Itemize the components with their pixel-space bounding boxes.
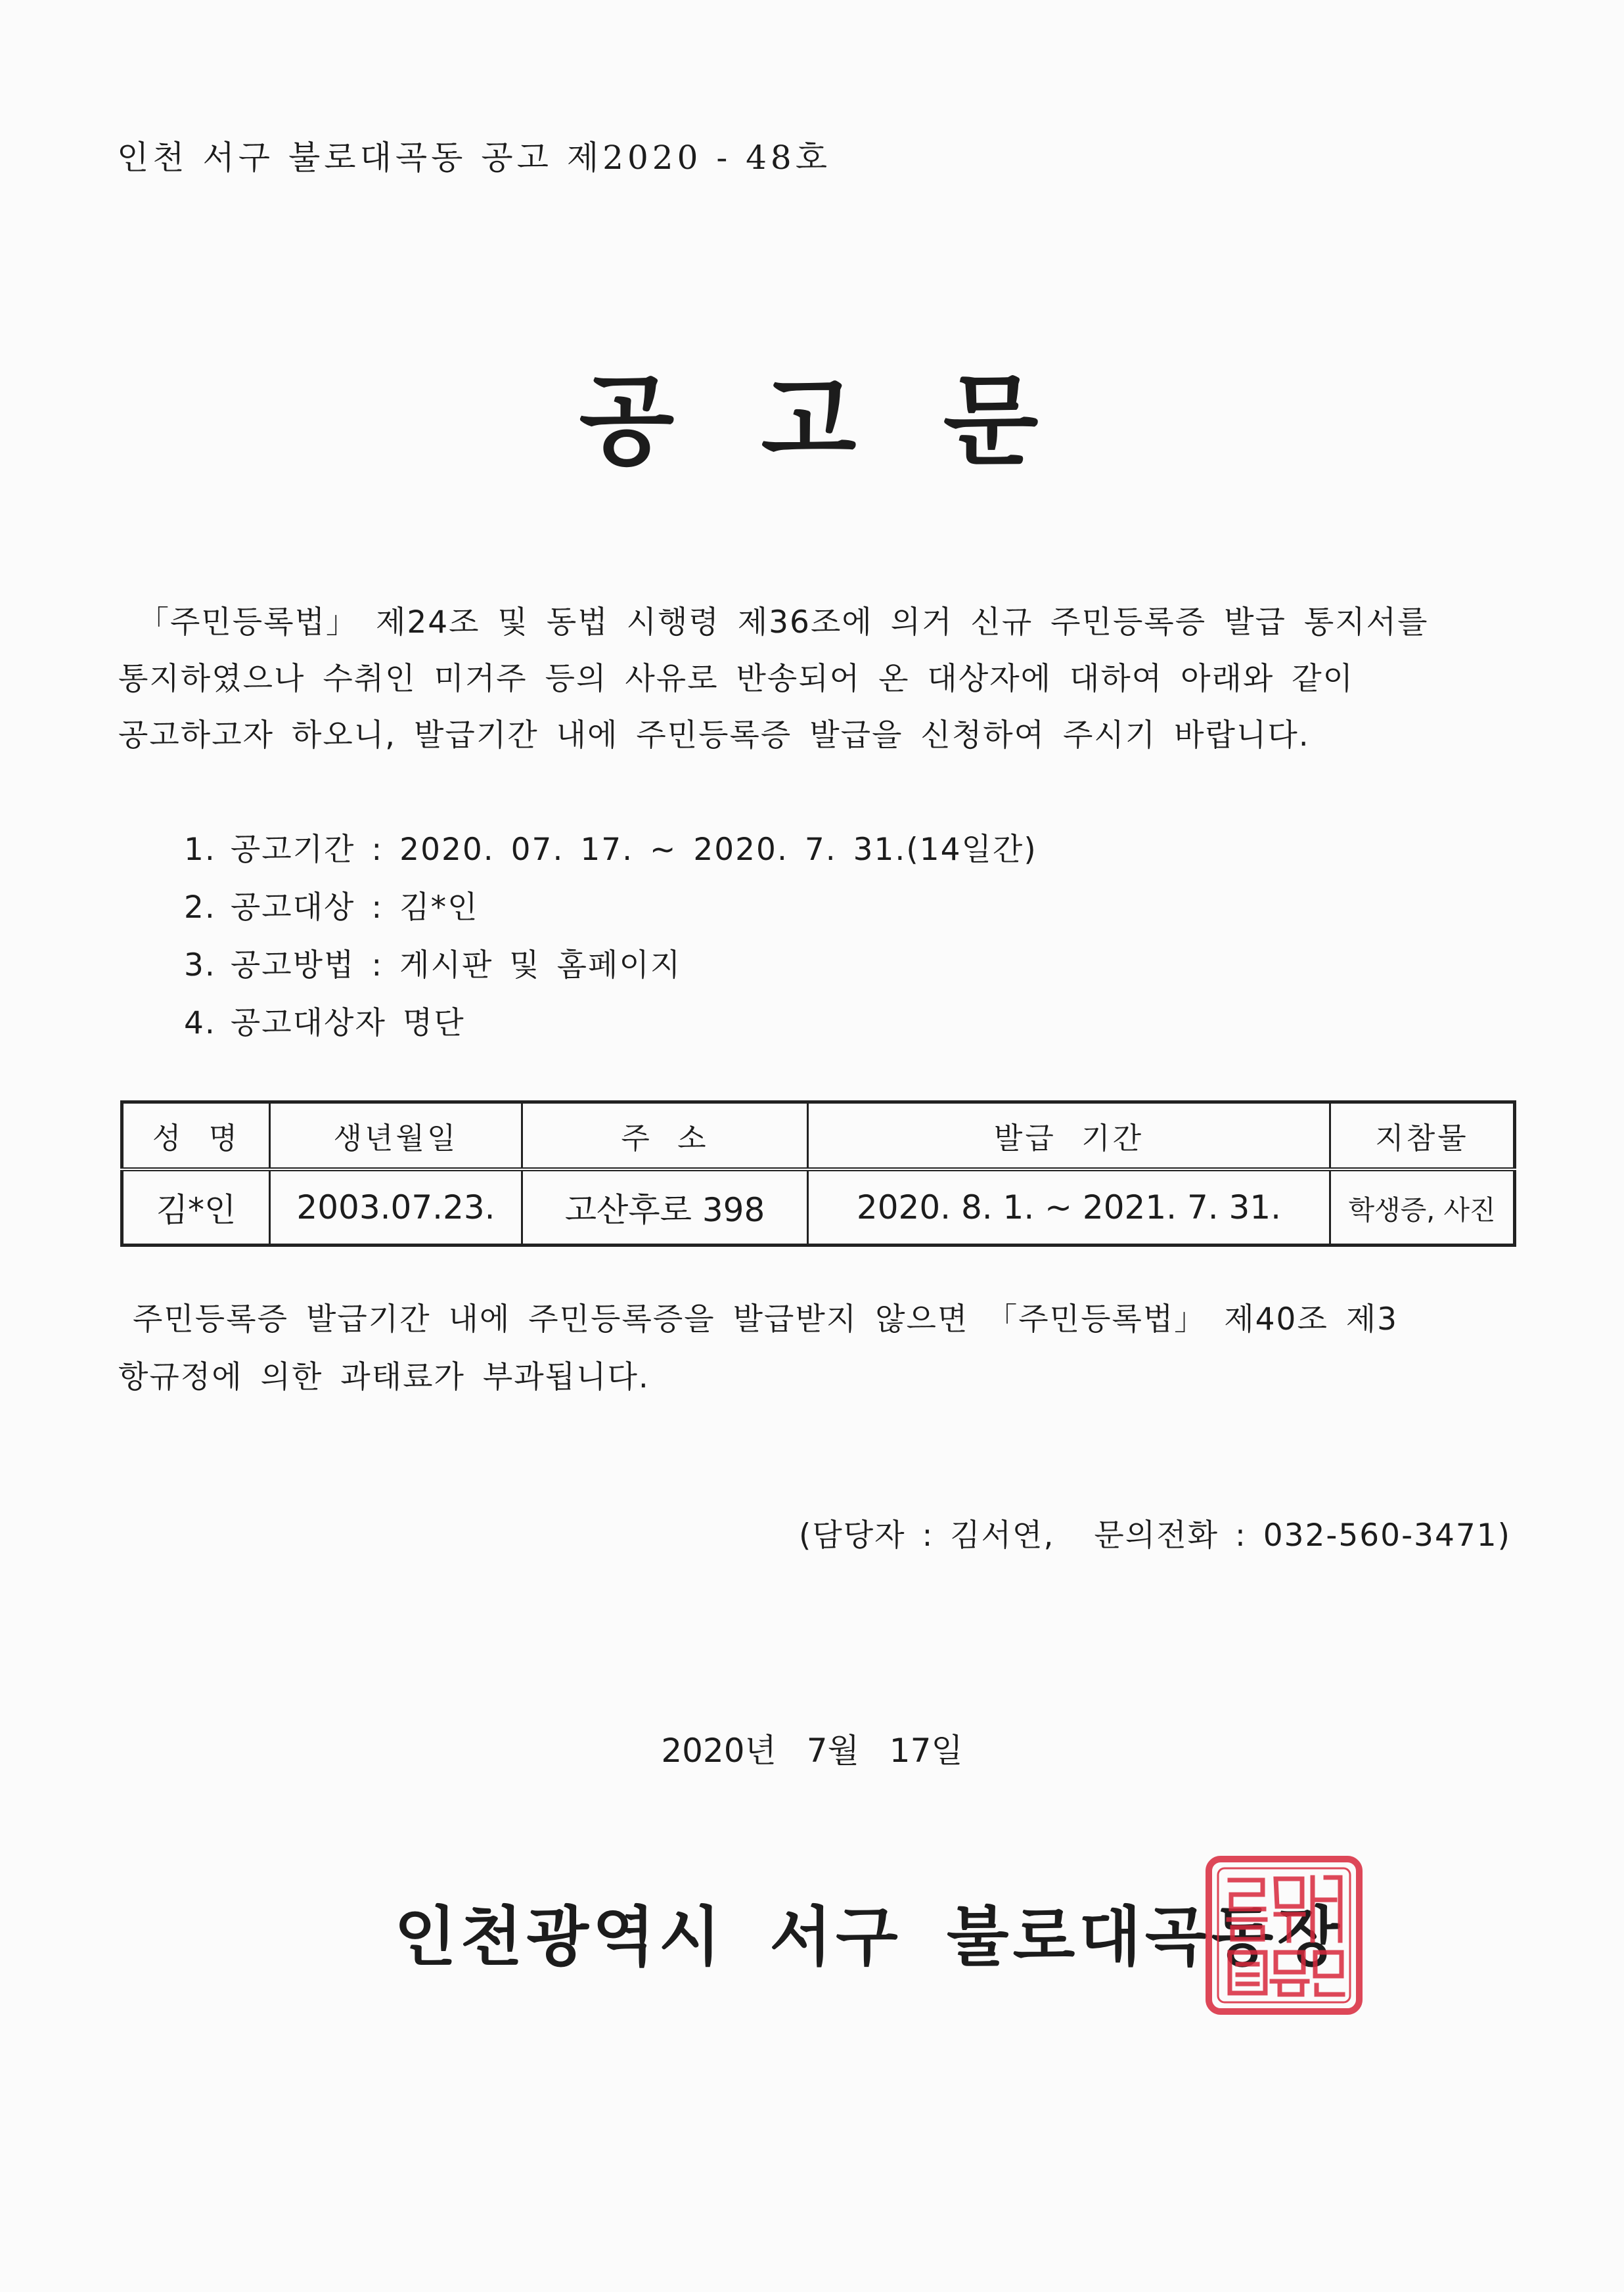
intro-line: 통지하였으나 수취인 미거주 등의 사유로 반송되어 온 대상자에 대하여 아래와 같이	[118, 661, 1355, 697]
issuer-name: 인천광역시 서구 불로대곡동장	[394, 1899, 1343, 1975]
notice-items	[184, 821, 1037, 1052]
notice-item	[184, 937, 1037, 995]
contact-person: (담당자 : 김서연,	[798, 1517, 1055, 1554]
header-address: 주 소	[522, 1102, 808, 1170]
header-birthdate: 생년월일	[270, 1102, 522, 1170]
header-issue-period: 발급 기간	[808, 1102, 1330, 1170]
cell-required-items: 학생증, 사진	[1330, 1169, 1515, 1246]
item-number: 2.	[184, 889, 216, 926]
cell-address: 고산후로 398	[522, 1169, 808, 1246]
notice-item	[184, 995, 1037, 1052]
document-title: 공 고 문	[579, 363, 1045, 479]
cell-issue-period: 2020. 8. 1. ~ 2021. 7. 31.	[808, 1169, 1330, 1246]
contact-phone: 문의전화 : 032-560-3471)	[1094, 1517, 1511, 1554]
table-row	[122, 1169, 1515, 1246]
item-text: 공고방법 : 게시판 및 홈페이지	[230, 947, 682, 983]
item-number: 1.	[184, 832, 216, 868]
item-text: 공고대상 : 김*인	[230, 889, 479, 926]
header-name: 성 명	[122, 1102, 270, 1170]
intro-line: 「주민등록법」 제24조 및 동법 시행령 제36조에 의거 신규 주민등록증 발급 통지서를	[138, 604, 1429, 640]
penalty-line: 항규정에 의한 과태료가 부과됩니다.	[118, 1359, 650, 1395]
recipient-table	[120, 1100, 1516, 1247]
notice-item	[184, 879, 1037, 937]
notice-date: 2020년 7월 17일	[661, 1732, 963, 1770]
cell-birthdate: 2003.07.23.	[270, 1169, 522, 1246]
table-header-row	[122, 1102, 1515, 1170]
notice-item	[184, 821, 1037, 879]
official-seal-icon	[1204, 1854, 1365, 2017]
penalty-line: 주민등록증 발급기간 내에 주민등록증을 발급받지 않으면 「주민등록법」 제40조 제3	[133, 1301, 1399, 1337]
intro-paragraph	[118, 595, 1458, 764]
penalty-paragraph	[118, 1291, 1511, 1406]
cell-name: 김*인	[122, 1169, 270, 1246]
intro-line: 공고하고자 하오니, 발급기간 내에 주민등록증 발급을 신청하여 주시기 바랍니다.	[118, 717, 1310, 753]
item-text: 공고기간 : 2020. 07. 17. ~ 2020. 7. 31.(14일간)	[230, 832, 1037, 868]
item-text: 공고대상자 명단	[230, 1005, 465, 1041]
notice-number: 인천 서구 불로대곡동 공고 제2020 - 48호	[117, 139, 832, 177]
item-number: 4.	[184, 1005, 216, 1041]
contact-info	[799, 1511, 1511, 1555]
item-number: 3.	[184, 947, 216, 983]
header-required-items: 지참물	[1330, 1102, 1515, 1170]
